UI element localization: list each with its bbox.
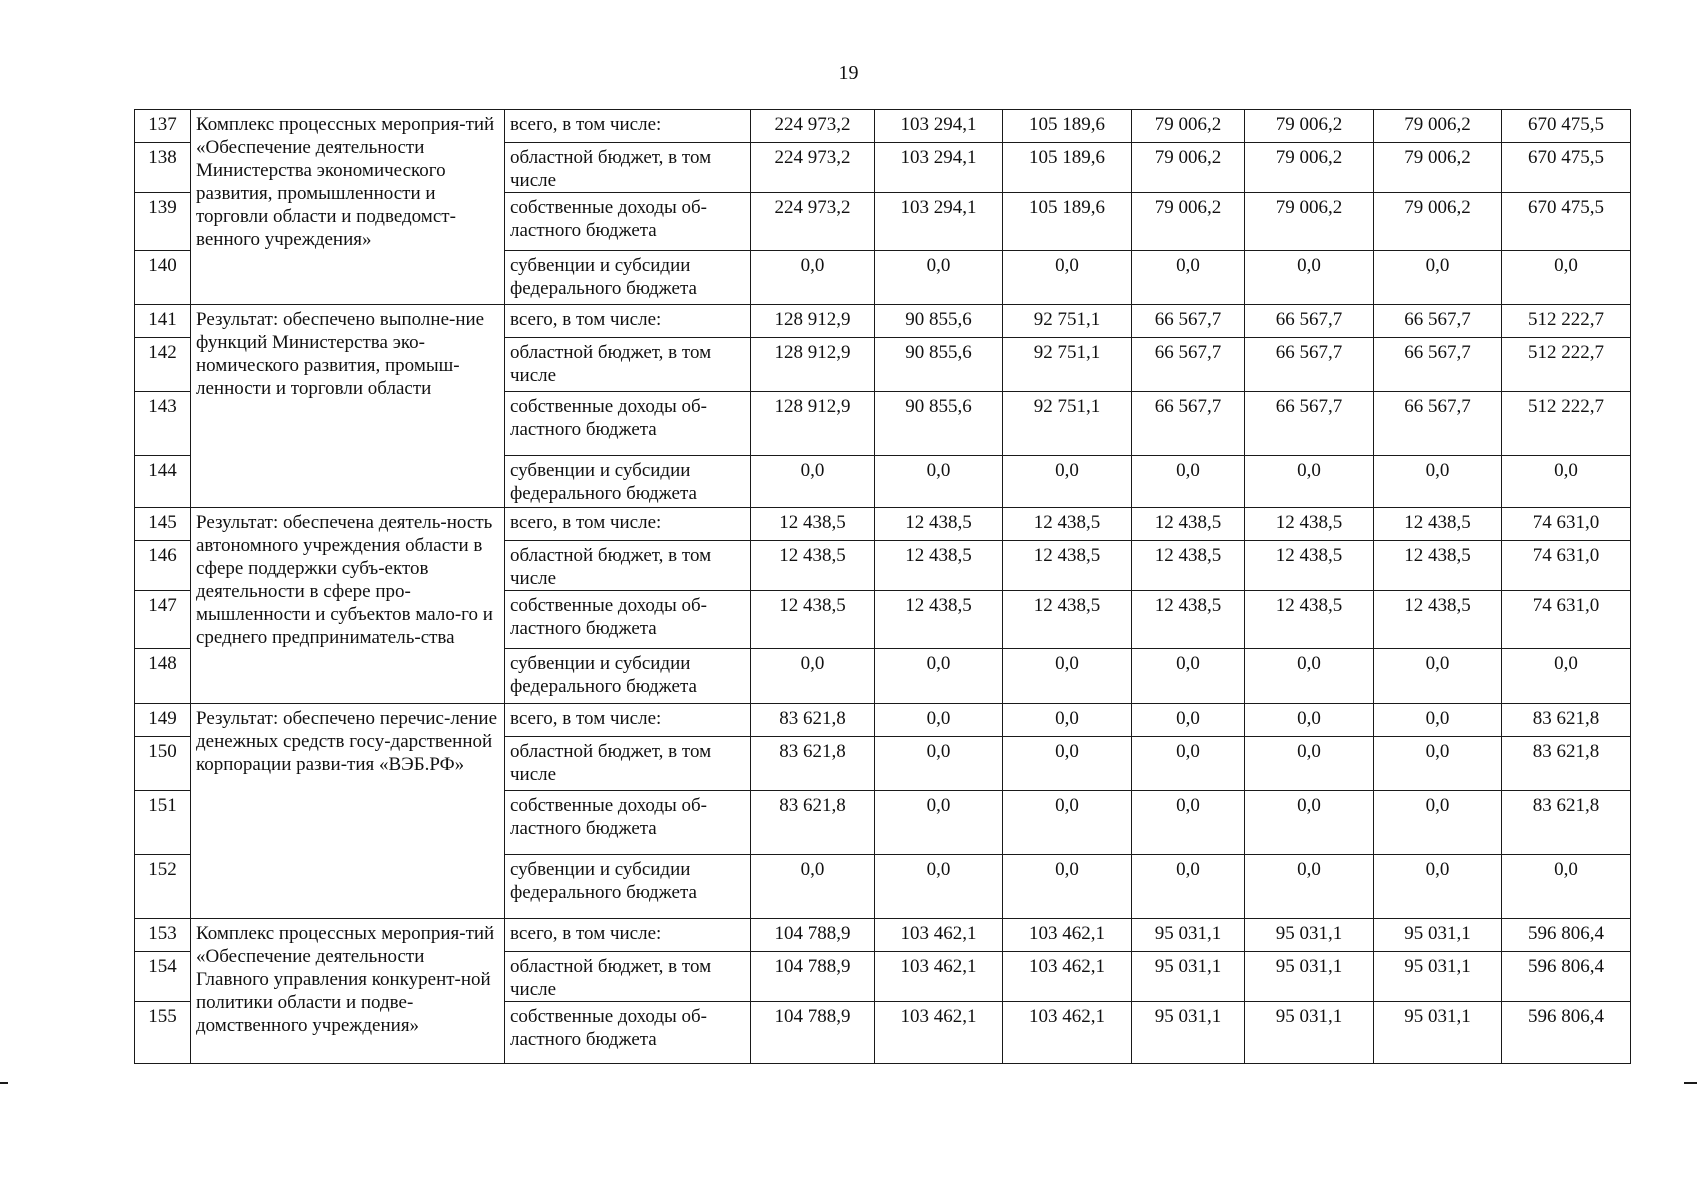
- year-value-cell: 224 973,2: [751, 143, 875, 193]
- total-value-cell: 670 475,5: [1502, 110, 1631, 143]
- year-value-cell: 0,0: [1003, 649, 1132, 704]
- table-row: [135, 704, 1631, 737]
- year-value-cell: 0,0: [1132, 456, 1245, 508]
- year-value-cell: 103 462,1: [875, 952, 1003, 1002]
- year-value-cell: 12 438,5: [1245, 591, 1374, 649]
- year-value-cell: 0,0: [875, 791, 1003, 855]
- row-number-cell: 150: [135, 737, 191, 791]
- year-value-cell: 12 438,5: [1374, 508, 1502, 541]
- year-value-cell: 0,0: [1132, 737, 1245, 791]
- funding-source-cell: областной бюджет, в том числе: [505, 737, 751, 791]
- year-value-cell: 66 567,7: [1245, 392, 1374, 456]
- item-title-cell: Результат: обеспечена деятель-ность автономного учреждения области в сфере поддержки субъ-ектов деятельности в сфере про-мышленности и субъектов мало-го и среднего предприниматель-ства: [191, 508, 505, 704]
- year-value-cell: 0,0: [875, 737, 1003, 791]
- year-value-cell: 0,0: [1245, 704, 1374, 737]
- year-value-cell: 0,0: [875, 456, 1003, 508]
- row-number-cell: 138: [135, 143, 191, 193]
- row-number-cell: 140: [135, 251, 191, 305]
- year-value-cell: 0,0: [1003, 456, 1132, 508]
- year-value-cell: 12 438,5: [1245, 541, 1374, 591]
- year-value-cell: 12 438,5: [1132, 591, 1245, 649]
- funding-source-cell: собственные доходы об-ластного бюджета: [505, 791, 751, 855]
- row-number-cell: 151: [135, 791, 191, 855]
- year-value-cell: 0,0: [875, 649, 1003, 704]
- year-value-cell: 95 031,1: [1245, 1002, 1374, 1064]
- year-value-cell: 12 438,5: [1132, 508, 1245, 541]
- row-number-cell: 137: [135, 110, 191, 143]
- funding-source-cell: субвенции и субсидии федерального бюджета: [505, 649, 751, 704]
- year-value-cell: 92 751,1: [1003, 305, 1132, 338]
- year-value-cell: 95 031,1: [1132, 952, 1245, 1002]
- total-value-cell: 83 621,8: [1502, 737, 1631, 791]
- total-value-cell: 83 621,8: [1502, 704, 1631, 737]
- year-value-cell: 66 567,7: [1374, 392, 1502, 456]
- year-value-cell: 104 788,9: [751, 919, 875, 952]
- year-value-cell: 79 006,2: [1132, 193, 1245, 251]
- year-value-cell: 79 006,2: [1245, 193, 1374, 251]
- left-margin-mark: [0, 1082, 8, 1084]
- year-value-cell: 12 438,5: [875, 508, 1003, 541]
- year-value-cell: 224 973,2: [751, 193, 875, 251]
- year-value-cell: 0,0: [1245, 251, 1374, 305]
- year-value-cell: 12 438,5: [1132, 541, 1245, 591]
- year-value-cell: 12 438,5: [1374, 591, 1502, 649]
- year-value-cell: 0,0: [1374, 791, 1502, 855]
- row-number-cell: 155: [135, 1002, 191, 1064]
- year-value-cell: 0,0: [1132, 704, 1245, 737]
- year-value-cell: 66 567,7: [1132, 392, 1245, 456]
- year-value-cell: 12 438,5: [1003, 541, 1132, 591]
- year-value-cell: 128 912,9: [751, 392, 875, 456]
- year-value-cell: 0,0: [1132, 855, 1245, 919]
- year-value-cell: 0,0: [1132, 649, 1245, 704]
- row-number-cell: 152: [135, 855, 191, 919]
- year-value-cell: 0,0: [751, 855, 875, 919]
- year-value-cell: 103 462,1: [1003, 919, 1132, 952]
- year-value-cell: 0,0: [875, 855, 1003, 919]
- table-row: [135, 305, 1631, 338]
- row-number-cell: 143: [135, 392, 191, 456]
- year-value-cell: 103 294,1: [875, 193, 1003, 251]
- year-value-cell: 105 189,6: [1003, 193, 1132, 251]
- funding-source-cell: всего, в том числе:: [505, 110, 751, 143]
- row-number-cell: 142: [135, 338, 191, 392]
- year-value-cell: 0,0: [1374, 456, 1502, 508]
- year-value-cell: 104 788,9: [751, 1002, 875, 1064]
- row-number-cell: 148: [135, 649, 191, 704]
- total-value-cell: 74 631,0: [1502, 591, 1631, 649]
- year-value-cell: 90 855,6: [875, 305, 1003, 338]
- year-value-cell: 0,0: [751, 649, 875, 704]
- year-value-cell: 0,0: [1132, 791, 1245, 855]
- row-number-cell: 139: [135, 193, 191, 251]
- year-value-cell: 0,0: [751, 456, 875, 508]
- funding-source-cell: собственные доходы об-ластного бюджета: [505, 591, 751, 649]
- table-row: [135, 508, 1631, 541]
- funding-source-cell: областной бюджет, в том числе: [505, 952, 751, 1002]
- year-value-cell: 224 973,2: [751, 110, 875, 143]
- year-value-cell: 0,0: [1245, 649, 1374, 704]
- funding-source-cell: областной бюджет, в том числе: [505, 338, 751, 392]
- year-value-cell: 66 567,7: [1374, 305, 1502, 338]
- year-value-cell: 92 751,1: [1003, 392, 1132, 456]
- total-value-cell: 596 806,4: [1502, 919, 1631, 952]
- year-value-cell: 79 006,2: [1132, 143, 1245, 193]
- year-value-cell: 83 621,8: [751, 791, 875, 855]
- funding-source-cell: субвенции и субсидии федерального бюджета: [505, 456, 751, 508]
- year-value-cell: 12 438,5: [751, 508, 875, 541]
- table-row: [135, 919, 1631, 952]
- table-body: [135, 110, 1631, 1064]
- row-number-cell: 154: [135, 952, 191, 1002]
- item-title-cell: Комплекс процессных мероприя-тий «Обеспечение деятельности Главного управления конкурент-ной политики области и подве-домственного учреждения»: [191, 919, 505, 1064]
- year-value-cell: 0,0: [1003, 737, 1132, 791]
- total-value-cell: 670 475,5: [1502, 143, 1631, 193]
- year-value-cell: 79 006,2: [1374, 110, 1502, 143]
- year-value-cell: 0,0: [1003, 791, 1132, 855]
- year-value-cell: 0,0: [1374, 649, 1502, 704]
- year-value-cell: 79 006,2: [1374, 193, 1502, 251]
- year-value-cell: 95 031,1: [1374, 1002, 1502, 1064]
- year-value-cell: 0,0: [1245, 791, 1374, 855]
- year-value-cell: 95 031,1: [1374, 919, 1502, 952]
- year-value-cell: 83 621,8: [751, 737, 875, 791]
- year-value-cell: 12 438,5: [751, 591, 875, 649]
- year-value-cell: 103 462,1: [875, 1002, 1003, 1064]
- year-value-cell: 0,0: [1245, 855, 1374, 919]
- year-value-cell: 95 031,1: [1245, 952, 1374, 1002]
- year-value-cell: 105 189,6: [1003, 110, 1132, 143]
- funding-source-cell: собственные доходы об-ластного бюджета: [505, 392, 751, 456]
- year-value-cell: 90 855,6: [875, 392, 1003, 456]
- total-value-cell: 596 806,4: [1502, 1002, 1631, 1064]
- funding-source-cell: субвенции и субсидии федерального бюджета: [505, 855, 751, 919]
- funding-source-cell: всего, в том числе:: [505, 704, 751, 737]
- funding-source-cell: субвенции и субсидии федерального бюджета: [505, 251, 751, 305]
- row-number-cell: 141: [135, 305, 191, 338]
- year-value-cell: 0,0: [1374, 251, 1502, 305]
- year-value-cell: 79 006,2: [1374, 143, 1502, 193]
- budget-table: [134, 109, 1631, 1064]
- row-number-cell: 146: [135, 541, 191, 591]
- year-value-cell: 0,0: [1374, 737, 1502, 791]
- total-value-cell: 596 806,4: [1502, 952, 1631, 1002]
- funding-source-cell: всего, в том числе:: [505, 919, 751, 952]
- year-value-cell: 0,0: [1245, 456, 1374, 508]
- year-value-cell: 90 855,6: [875, 338, 1003, 392]
- total-value-cell: 0,0: [1502, 855, 1631, 919]
- year-value-cell: 79 006,2: [1245, 110, 1374, 143]
- year-value-cell: 0,0: [1003, 704, 1132, 737]
- total-value-cell: 0,0: [1502, 456, 1631, 508]
- year-value-cell: 66 567,7: [1245, 305, 1374, 338]
- year-value-cell: 0,0: [1374, 855, 1502, 919]
- row-number-cell: 153: [135, 919, 191, 952]
- row-number-cell: 149: [135, 704, 191, 737]
- year-value-cell: 103 462,1: [1003, 1002, 1132, 1064]
- year-value-cell: 79 006,2: [1132, 110, 1245, 143]
- year-value-cell: 12 438,5: [1003, 591, 1132, 649]
- year-value-cell: 104 788,9: [751, 952, 875, 1002]
- total-value-cell: 512 222,7: [1502, 305, 1631, 338]
- total-value-cell: 74 631,0: [1502, 541, 1631, 591]
- row-number-cell: 144: [135, 456, 191, 508]
- right-margin-mark: [1684, 1082, 1697, 1084]
- year-value-cell: 0,0: [1132, 251, 1245, 305]
- year-value-cell: 79 006,2: [1245, 143, 1374, 193]
- year-value-cell: 103 462,1: [1003, 952, 1132, 1002]
- year-value-cell: 66 567,7: [1245, 338, 1374, 392]
- row-number-cell: 145: [135, 508, 191, 541]
- row-number-cell: 147: [135, 591, 191, 649]
- funding-source-cell: всего, в том числе:: [505, 508, 751, 541]
- page-number: 19: [838, 62, 859, 84]
- total-value-cell: 670 475,5: [1502, 193, 1631, 251]
- table-row: [135, 110, 1631, 143]
- year-value-cell: 95 031,1: [1132, 919, 1245, 952]
- year-value-cell: 103 294,1: [875, 110, 1003, 143]
- total-value-cell: 74 631,0: [1502, 508, 1631, 541]
- funding-source-cell: всего, в том числе:: [505, 305, 751, 338]
- year-value-cell: 12 438,5: [1245, 508, 1374, 541]
- year-value-cell: 95 031,1: [1132, 1002, 1245, 1064]
- year-value-cell: 66 567,7: [1374, 338, 1502, 392]
- year-value-cell: 128 912,9: [751, 338, 875, 392]
- year-value-cell: 105 189,6: [1003, 143, 1132, 193]
- year-value-cell: 0,0: [875, 704, 1003, 737]
- year-value-cell: 83 621,8: [751, 704, 875, 737]
- year-value-cell: 0,0: [1003, 251, 1132, 305]
- year-value-cell: 0,0: [751, 251, 875, 305]
- funding-source-cell: собственные доходы об-ластного бюджета: [505, 193, 751, 251]
- year-value-cell: 66 567,7: [1132, 305, 1245, 338]
- item-title-cell: Комплекс процессных мероприя-тий «Обеспечение деятельности Министерства экономического развития, промышленности и торговли области и подведомст-венного учреждения»: [191, 110, 505, 305]
- year-value-cell: 12 438,5: [751, 541, 875, 591]
- total-value-cell: 512 222,7: [1502, 392, 1631, 456]
- total-value-cell: 83 621,8: [1502, 791, 1631, 855]
- year-value-cell: 95 031,1: [1245, 919, 1374, 952]
- total-value-cell: 512 222,7: [1502, 338, 1631, 392]
- year-value-cell: 12 438,5: [1374, 541, 1502, 591]
- year-value-cell: 12 438,5: [1003, 508, 1132, 541]
- funding-source-cell: областной бюджет, в том числе: [505, 143, 751, 193]
- total-value-cell: 0,0: [1502, 251, 1631, 305]
- year-value-cell: 103 462,1: [875, 919, 1003, 952]
- item-title-cell: Результат: обеспечено выполне-ние функций Министерства эко-номического развития, промыш-ленности и торговли области: [191, 305, 505, 508]
- year-value-cell: 12 438,5: [875, 541, 1003, 591]
- year-value-cell: 0,0: [1374, 704, 1502, 737]
- year-value-cell: 12 438,5: [875, 591, 1003, 649]
- year-value-cell: 0,0: [875, 251, 1003, 305]
- item-title-cell: Результат: обеспечено перечис-ление денежных средств госу-дарственной корпорации разви-тия «ВЭБ.РФ»: [191, 704, 505, 919]
- year-value-cell: 0,0: [1245, 737, 1374, 791]
- year-value-cell: 92 751,1: [1003, 338, 1132, 392]
- year-value-cell: 103 294,1: [875, 143, 1003, 193]
- funding-source-cell: собственные доходы об-ластного бюджета: [505, 1002, 751, 1064]
- year-value-cell: 128 912,9: [751, 305, 875, 338]
- year-value-cell: 95 031,1: [1374, 952, 1502, 1002]
- year-value-cell: 66 567,7: [1132, 338, 1245, 392]
- funding-source-cell: областной бюджет, в том числе: [505, 541, 751, 591]
- year-value-cell: 0,0: [1003, 855, 1132, 919]
- total-value-cell: 0,0: [1502, 649, 1631, 704]
